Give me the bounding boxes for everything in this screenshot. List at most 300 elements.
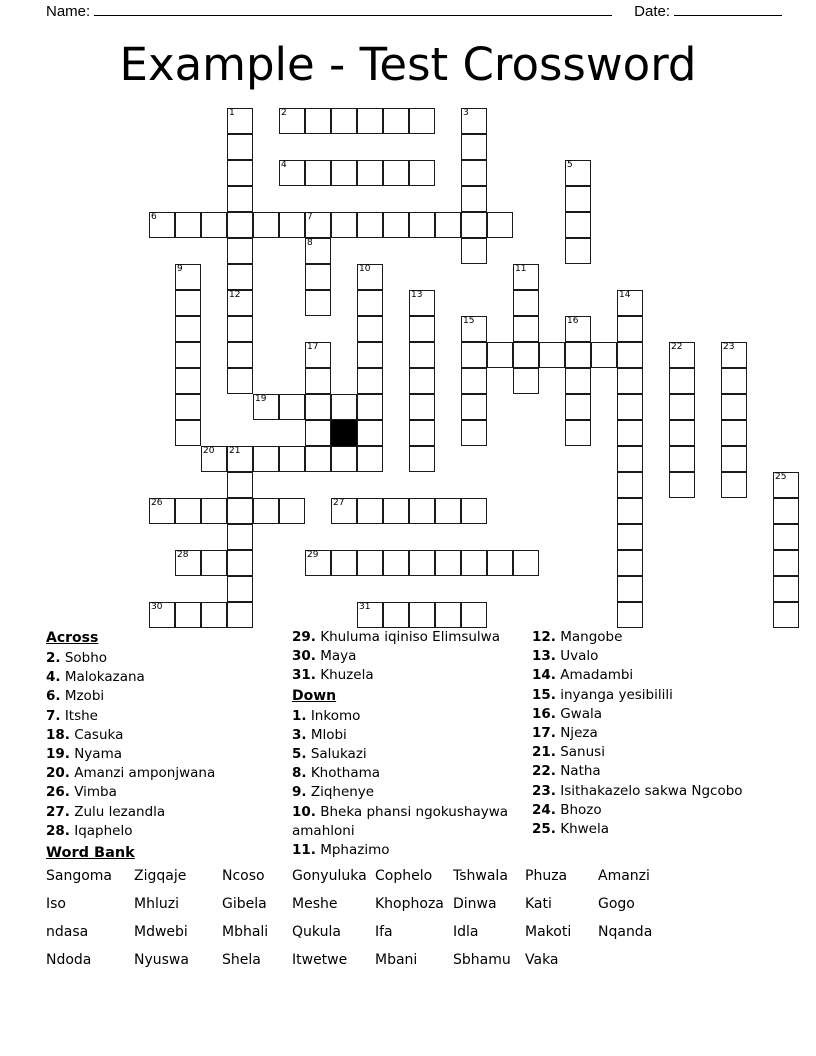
name-label: Name: bbox=[46, 3, 91, 20]
clue-number: 31. bbox=[292, 667, 316, 684]
grid-cell[interactable] bbox=[227, 108, 253, 134]
grid-cell[interactable] bbox=[357, 498, 383, 524]
clue-across-4 bbox=[46, 668, 292, 687]
clue-text: Casuka bbox=[69, 726, 124, 743]
grid-cell-number: 23 bbox=[723, 342, 735, 352]
grid-cell[interactable] bbox=[461, 316, 487, 342]
word-bank-word[interactable]: Nqanda bbox=[598, 924, 653, 940]
word-bank-title: Word Bank bbox=[46, 845, 135, 861]
clue-number: 19. bbox=[46, 746, 70, 763]
grid-cell[interactable] bbox=[617, 524, 643, 550]
clue-across-7 bbox=[46, 707, 292, 726]
grid-cell[interactable] bbox=[435, 550, 461, 576]
clue-across-20 bbox=[46, 764, 292, 783]
clue-down-23 bbox=[532, 782, 786, 801]
clue-number: 23. bbox=[532, 782, 556, 799]
grid-cell[interactable] bbox=[487, 342, 513, 368]
grid-cell[interactable] bbox=[383, 212, 409, 238]
grid-cell-number: 11 bbox=[515, 264, 527, 274]
grid-cell-number: 4 bbox=[281, 160, 287, 170]
word-bank-grid bbox=[46, 866, 786, 971]
clue-text: Mlobi bbox=[306, 726, 347, 743]
clue-text: Inkomo bbox=[306, 707, 361, 724]
clue-across-28 bbox=[46, 822, 292, 841]
date-label: Date: bbox=[634, 3, 670, 20]
word-bank-word[interactable]: Gibela bbox=[222, 896, 267, 912]
clue-number: 9. bbox=[292, 784, 307, 801]
grid-cell[interactable] bbox=[383, 550, 409, 576]
clue-number: 14. bbox=[532, 667, 556, 684]
grid-cell[interactable] bbox=[461, 550, 487, 576]
grid-cell[interactable] bbox=[383, 160, 409, 186]
word-bank-word[interactable]: Idla bbox=[453, 924, 479, 940]
grid-cell-number: 1 bbox=[229, 108, 235, 118]
word-bank-word[interactable]: Sangoma bbox=[46, 868, 113, 884]
clue-text: Njeza bbox=[555, 725, 598, 742]
grid-cell[interactable] bbox=[175, 264, 201, 290]
word-bank-word[interactable]: ndasa bbox=[46, 924, 89, 940]
grid-cell[interactable] bbox=[227, 524, 253, 550]
grid-cell[interactable] bbox=[227, 342, 253, 368]
grid-cell[interactable] bbox=[409, 446, 435, 472]
clue-text: Khuzela bbox=[315, 667, 374, 684]
grid-cell[interactable] bbox=[617, 446, 643, 472]
word-bank-word[interactable]: Tshwala bbox=[453, 868, 508, 884]
grid-cell[interactable] bbox=[513, 550, 539, 576]
grid-cell[interactable] bbox=[773, 472, 799, 498]
clue-number: 27. bbox=[46, 803, 70, 820]
grid-cell[interactable] bbox=[175, 394, 201, 420]
grid-cell[interactable] bbox=[331, 394, 357, 420]
grid-cell[interactable] bbox=[721, 342, 747, 368]
grid-cell[interactable] bbox=[305, 212, 331, 238]
grid-cell[interactable] bbox=[305, 238, 331, 264]
grid-cell[interactable] bbox=[617, 498, 643, 524]
clue-text: Maya bbox=[315, 648, 357, 665]
grid-cell[interactable] bbox=[773, 602, 799, 628]
grid-cell[interactable] bbox=[435, 602, 461, 628]
grid-cell[interactable] bbox=[409, 602, 435, 628]
grid-cell[interactable] bbox=[617, 368, 643, 394]
grid-cell[interactable] bbox=[565, 420, 591, 446]
grid-cell[interactable] bbox=[305, 108, 331, 134]
grid-cell[interactable] bbox=[617, 550, 643, 576]
word-bank-word[interactable]: Gonyuluka bbox=[292, 868, 367, 884]
clue-down-15 bbox=[532, 686, 786, 705]
grid-cell[interactable] bbox=[279, 446, 305, 472]
word-bank-word[interactable]: Iso bbox=[46, 896, 66, 912]
grid-cell[interactable] bbox=[357, 550, 383, 576]
grid-cell-number: 3 bbox=[463, 108, 469, 118]
grid-cell[interactable] bbox=[409, 316, 435, 342]
grid-cell[interactable] bbox=[305, 420, 331, 446]
clue-column-3 bbox=[532, 628, 786, 860]
grid-cell[interactable] bbox=[279, 212, 305, 238]
grid-cell[interactable] bbox=[305, 368, 331, 394]
clue-number: 5. bbox=[292, 746, 307, 763]
grid-cell[interactable] bbox=[227, 264, 253, 290]
clue-down-3 bbox=[292, 726, 532, 745]
grid-cell[interactable] bbox=[721, 472, 747, 498]
clue-text: Gwala bbox=[555, 705, 603, 722]
grid-cell[interactable] bbox=[331, 108, 357, 134]
clue-column-2 bbox=[292, 628, 532, 860]
clue-down-21 bbox=[532, 743, 786, 762]
word-bank-empty bbox=[598, 950, 678, 971]
grid-cell[interactable] bbox=[461, 134, 487, 160]
grid-cell[interactable] bbox=[357, 316, 383, 342]
grid-cell[interactable] bbox=[305, 290, 331, 316]
down-heading: Down bbox=[292, 687, 337, 704]
grid-cell[interactable] bbox=[669, 394, 695, 420]
grid-cell[interactable] bbox=[461, 342, 487, 368]
word-bank-word[interactable]: Dinwa bbox=[453, 896, 497, 912]
grid-cell-number: 2 bbox=[281, 108, 287, 118]
grid-cell[interactable] bbox=[227, 498, 253, 524]
grid-cell[interactable] bbox=[461, 394, 487, 420]
grid-cell[interactable] bbox=[721, 446, 747, 472]
grid-cell[interactable] bbox=[565, 160, 591, 186]
word-bank-word[interactable]: Nyuswa bbox=[134, 952, 189, 968]
grid-cell[interactable] bbox=[409, 212, 435, 238]
word-bank-word[interactable]: Meshe bbox=[292, 896, 338, 912]
clue-text: Vimba bbox=[69, 784, 117, 801]
clue-number: 21. bbox=[532, 744, 556, 761]
word-bank-word[interactable]: Amanzi bbox=[598, 868, 650, 884]
grid-cell[interactable] bbox=[357, 264, 383, 290]
grid-cell-number: 25 bbox=[775, 472, 787, 482]
clue-text: Khothama bbox=[306, 765, 381, 782]
word-bank-word[interactable]: Khophoza bbox=[375, 896, 444, 912]
grid-cell[interactable] bbox=[357, 420, 383, 446]
grid-cell[interactable] bbox=[175, 602, 201, 628]
grid-cell[interactable] bbox=[201, 498, 227, 524]
grid-cell[interactable] bbox=[773, 524, 799, 550]
grid-cell-number: 12 bbox=[229, 290, 241, 300]
clue-number: 16. bbox=[532, 705, 556, 722]
word-bank-word[interactable]: Phuza bbox=[525, 868, 568, 884]
clue-number: 17. bbox=[532, 725, 556, 742]
grid-cell[interactable] bbox=[279, 498, 305, 524]
grid-cell[interactable] bbox=[227, 290, 253, 316]
clue-text: Itshe bbox=[60, 707, 98, 724]
clue-number: 8. bbox=[292, 765, 307, 782]
grid-cell[interactable] bbox=[175, 498, 201, 524]
grid-cell[interactable] bbox=[201, 446, 227, 472]
grid-cell-number: 17 bbox=[307, 342, 319, 352]
grid-cell[interactable] bbox=[409, 498, 435, 524]
grid-cell[interactable] bbox=[669, 446, 695, 472]
grid-cell[interactable] bbox=[175, 550, 201, 576]
grid-cell[interactable] bbox=[331, 212, 357, 238]
word-bank-word[interactable]: Qukula bbox=[292, 924, 341, 940]
grid-cell[interactable] bbox=[331, 446, 357, 472]
grid-cell[interactable] bbox=[513, 342, 539, 368]
grid-cell[interactable] bbox=[201, 550, 227, 576]
clue-number: 12. bbox=[532, 629, 556, 645]
grid-cell[interactable] bbox=[357, 394, 383, 420]
grid-cell[interactable] bbox=[175, 368, 201, 394]
word-bank-word[interactable]: Gogo bbox=[598, 896, 635, 912]
word-bank-word[interactable]: Mbani bbox=[375, 952, 418, 968]
grid-cell[interactable] bbox=[409, 420, 435, 446]
grid-cell[interactable] bbox=[227, 186, 253, 212]
clue-text: inyanga yesibilili bbox=[555, 686, 673, 703]
clue-text: Isithakazelo sakwa Ngcobo bbox=[555, 782, 743, 799]
word-bank-word[interactable]: Mhluzi bbox=[134, 896, 179, 912]
grid-cell[interactable] bbox=[149, 212, 175, 238]
word-bank-word[interactable]: Mbhali bbox=[222, 924, 269, 940]
grid-cell-number: 19 bbox=[255, 394, 267, 404]
grid-cell[interactable] bbox=[461, 108, 487, 134]
word-bank-word[interactable]: Sbhamu bbox=[453, 952, 511, 968]
grid-cell[interactable] bbox=[617, 576, 643, 602]
grid-cell[interactable] bbox=[227, 316, 253, 342]
grid-cell[interactable] bbox=[227, 134, 253, 160]
grid-cell[interactable] bbox=[227, 550, 253, 576]
grid-cell[interactable] bbox=[409, 368, 435, 394]
grid-cell[interactable] bbox=[305, 342, 331, 368]
clue-across-19 bbox=[46, 745, 292, 764]
grid-cell[interactable] bbox=[409, 290, 435, 316]
clue-down-25 bbox=[532, 820, 786, 839]
grid-cell[interactable] bbox=[357, 368, 383, 394]
grid-cell[interactable] bbox=[253, 446, 279, 472]
grid-cell-number: 9 bbox=[177, 264, 183, 274]
clue-text: Nyama bbox=[69, 746, 122, 763]
clue-text: Mangobe bbox=[555, 629, 623, 645]
clue-number: 30. bbox=[292, 648, 316, 665]
word-bank-word[interactable]: Ncoso bbox=[222, 868, 265, 884]
clue-text: Malokazana bbox=[60, 669, 145, 686]
grid-cell[interactable] bbox=[227, 160, 253, 186]
clue-across-31 bbox=[292, 666, 532, 685]
grid-cell[interactable] bbox=[227, 446, 253, 472]
grid-cell[interactable] bbox=[175, 342, 201, 368]
clue-number: 7. bbox=[46, 707, 61, 724]
grid-cell[interactable] bbox=[279, 394, 305, 420]
grid-cell[interactable] bbox=[227, 212, 253, 238]
grid-cell[interactable] bbox=[617, 342, 643, 368]
word-bank-word[interactable]: Kati bbox=[525, 896, 552, 912]
grid-cell[interactable] bbox=[669, 342, 695, 368]
grid-cell[interactable] bbox=[279, 160, 305, 186]
clue-across-2 bbox=[46, 649, 292, 668]
grid-cell[interactable] bbox=[461, 602, 487, 628]
grid-cell[interactable] bbox=[565, 212, 591, 238]
grid-cell[interactable] bbox=[357, 290, 383, 316]
grid-cell[interactable] bbox=[227, 472, 253, 498]
grid-cell[interactable] bbox=[201, 602, 227, 628]
grid-cell[interactable] bbox=[253, 498, 279, 524]
clue-number: 26. bbox=[46, 784, 70, 801]
clue-number: 13. bbox=[532, 648, 556, 665]
grid-cell[interactable] bbox=[305, 394, 331, 420]
grid-cell[interactable] bbox=[721, 394, 747, 420]
clue-number: 11. bbox=[292, 842, 316, 859]
clue-across-6 bbox=[46, 687, 292, 706]
grid-cell[interactable] bbox=[487, 212, 513, 238]
grid-cell[interactable] bbox=[331, 550, 357, 576]
grid-cell[interactable] bbox=[149, 498, 175, 524]
word-bank-word[interactable]: Mdwebi bbox=[134, 924, 188, 940]
grid-cell[interactable] bbox=[669, 368, 695, 394]
grid-cell[interactable] bbox=[565, 238, 591, 264]
grid-cell[interactable] bbox=[383, 108, 409, 134]
grid-cell[interactable] bbox=[149, 602, 175, 628]
clue-number: 2. bbox=[46, 650, 61, 666]
clue-text: Iqaphelo bbox=[69, 822, 133, 839]
grid-cell[interactable] bbox=[409, 342, 435, 368]
grid-cell[interactable] bbox=[461, 160, 487, 186]
word-bank-word[interactable]: Zigqaje bbox=[134, 868, 187, 884]
grid-cell[interactable] bbox=[253, 212, 279, 238]
grid-cell[interactable] bbox=[409, 394, 435, 420]
grid-cell[interactable] bbox=[591, 342, 617, 368]
word-bank-word[interactable]: Ndoda bbox=[46, 952, 92, 968]
grid-cell-number: 13 bbox=[411, 290, 423, 300]
clue-across-27 bbox=[46, 803, 292, 822]
grid-cell[interactable] bbox=[461, 368, 487, 394]
grid-cell[interactable] bbox=[565, 186, 591, 212]
grid-cell[interactable] bbox=[435, 498, 461, 524]
grid-cell[interactable] bbox=[331, 160, 357, 186]
grid-cell-number: 28 bbox=[177, 550, 189, 560]
grid-cell[interactable] bbox=[227, 238, 253, 264]
grid-cell[interactable] bbox=[513, 290, 539, 316]
grid-cell[interactable] bbox=[617, 394, 643, 420]
grid-cell[interactable] bbox=[773, 576, 799, 602]
grid-cell[interactable] bbox=[721, 368, 747, 394]
clue-across-30 bbox=[292, 647, 532, 666]
grid-cell[interactable] bbox=[617, 420, 643, 446]
grid-cell[interactable] bbox=[721, 420, 747, 446]
grid-cell[interactable] bbox=[617, 290, 643, 316]
grid-cell[interactable] bbox=[357, 108, 383, 134]
grid-cell[interactable] bbox=[461, 498, 487, 524]
grid-cell[interactable] bbox=[461, 420, 487, 446]
grid-cell-number: 21 bbox=[229, 446, 241, 456]
grid-cell-number: 22 bbox=[671, 342, 683, 352]
grid-cell[interactable] bbox=[227, 368, 253, 394]
grid-cell[interactable] bbox=[253, 394, 279, 420]
grid-cell[interactable] bbox=[383, 602, 409, 628]
grid-cell-number: 26 bbox=[151, 498, 163, 508]
clue-down-17 bbox=[532, 724, 786, 743]
grid-cell[interactable] bbox=[409, 160, 435, 186]
grid-cell[interactable] bbox=[357, 342, 383, 368]
word-bank-word[interactable]: Ifa bbox=[375, 924, 393, 940]
clue-text: Khwela bbox=[555, 821, 609, 838]
grid-cell[interactable] bbox=[461, 238, 487, 264]
word-bank-word[interactable]: Shela bbox=[222, 952, 261, 968]
word-bank-word[interactable]: Cophelo bbox=[375, 868, 433, 884]
grid-cell[interactable] bbox=[513, 264, 539, 290]
grid-cell[interactable] bbox=[565, 368, 591, 394]
grid-cell[interactable] bbox=[617, 602, 643, 628]
grid-cell-number: 8 bbox=[307, 238, 313, 248]
grid-cell[interactable] bbox=[305, 446, 331, 472]
grid-cell[interactable] bbox=[487, 550, 513, 576]
grid-cell[interactable] bbox=[357, 446, 383, 472]
clue-number: 15. bbox=[532, 686, 556, 703]
grid-cell-number: 30 bbox=[151, 602, 163, 612]
clue-text: Khuluma iqiniso Elimsulwa bbox=[315, 629, 500, 645]
grid-cell[interactable] bbox=[305, 550, 331, 576]
clue-across-26 bbox=[46, 783, 292, 802]
grid-cell[interactable] bbox=[461, 212, 487, 238]
word-bank-word[interactable]: Itwetwe bbox=[292, 952, 348, 968]
grid-cell[interactable] bbox=[227, 576, 253, 602]
grid-cell[interactable] bbox=[201, 212, 227, 238]
grid-cell[interactable] bbox=[565, 342, 591, 368]
across-heading: Across bbox=[46, 630, 99, 646]
grid-cell-number: 7 bbox=[307, 212, 313, 222]
word-bank-section bbox=[46, 843, 786, 971]
clue-number: 10. bbox=[292, 803, 316, 820]
grid-cell[interactable] bbox=[357, 602, 383, 628]
grid-cell[interactable] bbox=[227, 602, 253, 628]
grid-cell[interactable] bbox=[175, 212, 201, 238]
clue-down-9 bbox=[292, 783, 532, 802]
grid-cell[interactable] bbox=[773, 550, 799, 576]
word-bank-word[interactable]: Vaka bbox=[525, 952, 559, 968]
clue-text: Natha bbox=[555, 763, 601, 780]
grid-cell[interactable] bbox=[175, 290, 201, 316]
grid-cell[interactable] bbox=[279, 108, 305, 134]
grid-cell-number: 14 bbox=[619, 290, 631, 300]
grid-cell[interactable] bbox=[305, 160, 331, 186]
clue-across-18 bbox=[46, 726, 292, 745]
grid-cell[interactable] bbox=[565, 316, 591, 342]
clue-down-24 bbox=[532, 801, 786, 820]
grid-cell[interactable] bbox=[383, 498, 409, 524]
grid-cell[interactable] bbox=[461, 186, 487, 212]
grid-cell[interactable] bbox=[773, 498, 799, 524]
clue-across-29 bbox=[292, 628, 532, 647]
clue-text: Amadambi bbox=[555, 667, 634, 684]
grid-cell[interactable] bbox=[357, 160, 383, 186]
grid-cell[interactable] bbox=[617, 316, 643, 342]
grid-cell[interactable] bbox=[617, 472, 643, 498]
grid-cell[interactable] bbox=[513, 316, 539, 342]
grid-cell[interactable] bbox=[331, 498, 357, 524]
clue-number: 28. bbox=[46, 822, 70, 839]
grid-cell[interactable] bbox=[513, 368, 539, 394]
page-title: Example - Test Crossword bbox=[119, 38, 697, 91]
grid-cell[interactable] bbox=[669, 472, 695, 498]
grid-cell[interactable] bbox=[357, 212, 383, 238]
grid-cell[interactable] bbox=[435, 212, 461, 238]
grid-cell[interactable] bbox=[409, 108, 435, 134]
grid-cell[interactable] bbox=[409, 550, 435, 576]
clue-down-22 bbox=[532, 762, 786, 781]
grid-cell[interactable] bbox=[175, 316, 201, 342]
clue-number: 22. bbox=[532, 763, 556, 780]
grid-cell[interactable] bbox=[539, 342, 565, 368]
grid-cell-number: 29 bbox=[307, 550, 319, 560]
clue-down-5 bbox=[292, 745, 532, 764]
grid-cell[interactable] bbox=[565, 394, 591, 420]
grid-cell[interactable] bbox=[669, 420, 695, 446]
grid-cell[interactable] bbox=[305, 264, 331, 290]
word-bank-word[interactable]: Makoti bbox=[525, 924, 572, 940]
clue-text: Mzobi bbox=[60, 688, 105, 705]
clue-number: 24. bbox=[532, 801, 556, 818]
grid-block-cell bbox=[331, 420, 357, 446]
grid-cell-number: 10 bbox=[359, 264, 371, 274]
grid-cell[interactable] bbox=[175, 420, 201, 446]
